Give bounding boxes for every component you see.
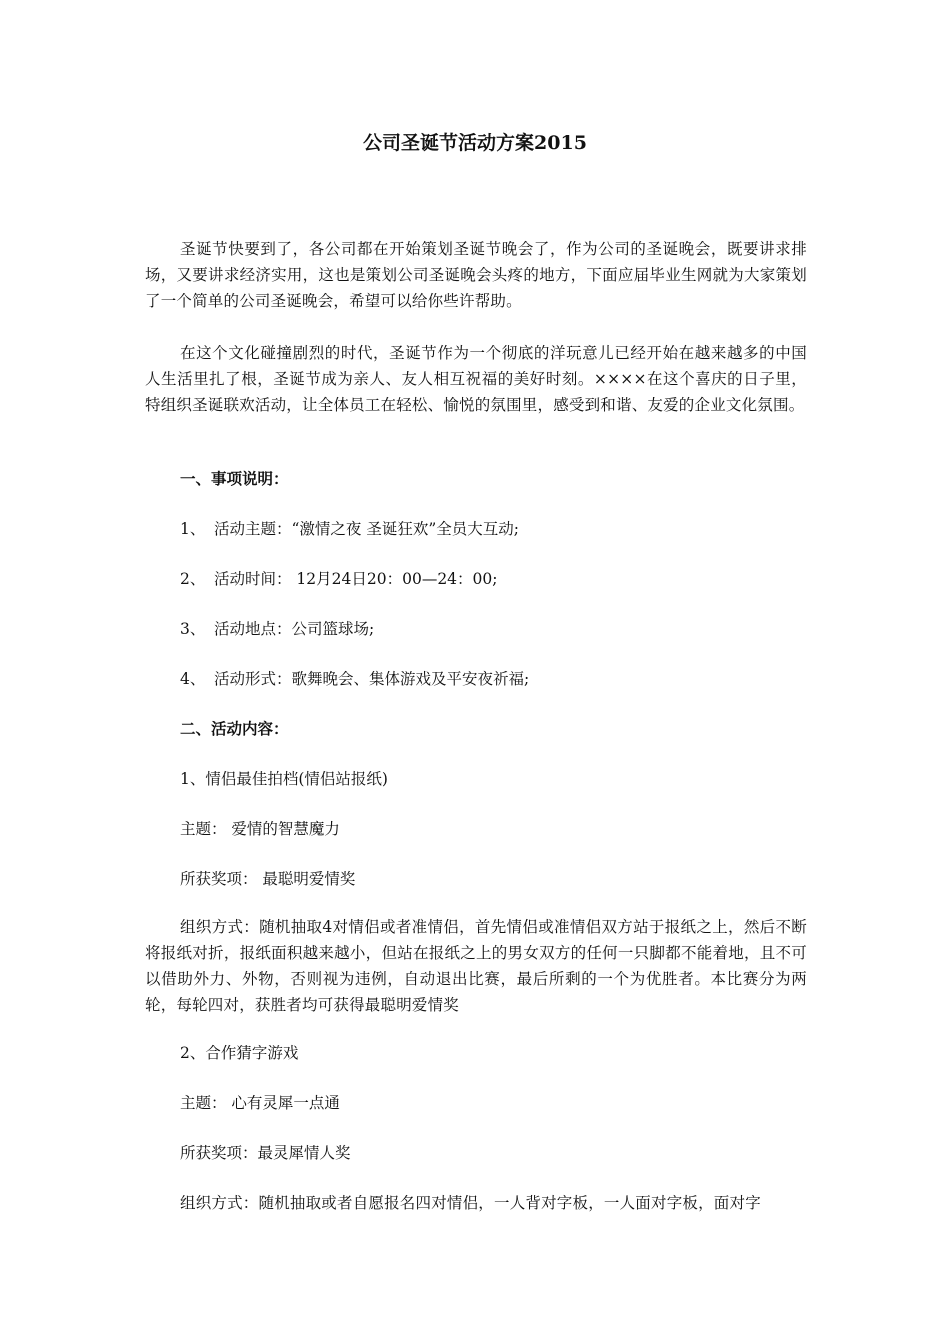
section1-heading: 一、事项说明： — [180, 469, 289, 488]
game2-award: 所获奖项：最灵犀情人奖 — [180, 1144, 351, 1162]
game1-method: 组织方式：随机抽取4对情侣或者准情侣，首先情侣或准情侣双方站于报纸之上，然后不断将报纸对折，报纸面积越来越小，但站在报纸之上的男女双方的任何一只脚都不能着地，且不可以借助外力、外物，否则视为违例，自动退出比赛，最后所剩的一个为优胜者。本比赛分为两轮，每轮四对，获胜者均可获得最聪明爱情奖 — [145, 918, 807, 1014]
item-number: 1、 — [180, 520, 206, 538]
section1-item-1 — [180, 516, 807, 542]
item-text: 活动形式：歌舞晚会、集体游戏及平安夜祈福; — [214, 670, 530, 688]
game2-title: 2、合作猜字游戏 — [180, 1044, 299, 1062]
intro-paragraph-2: 在这个文化碰撞剧烈的时代，圣诞节作为一个彻底的洋玩意儿已经开始在越来越多的中国人生活里扎了根，圣诞节成为亲人、友人相互祝福的美好时刻。××××在这个喜庆的日子里，特组织圣诞联欢活动，让全体员工在轻松、愉悦的氛围里，感受到和谐、友爱的企业文化氛围。 — [145, 344, 807, 414]
section2-heading: 二、活动内容： — [180, 719, 289, 738]
section1-item-2 — [180, 566, 807, 592]
item-text: 活动主题：“激情之夜 圣诞狂欢”全员大互动; — [214, 520, 519, 538]
game1-title: 1、情侣最佳拍档(情侣站报纸) — [180, 770, 388, 788]
item-number: 4、 — [180, 670, 206, 688]
section1-item-4 — [180, 666, 807, 692]
item-number: 2、 — [180, 570, 206, 588]
item-text: 活动地点：公司篮球场; — [214, 620, 375, 638]
document-title: 公司圣诞节活动方案2015 — [363, 132, 587, 154]
game2-method: 组织方式：随机抽取或者自愿报名四对情侣，一人背对字板，一人面对字板，面对字 — [180, 1194, 761, 1212]
game1-award: 所获奖项： 最聪明爱情奖 — [180, 870, 356, 888]
game2-theme: 主题： 心有灵犀一点通 — [180, 1094, 340, 1112]
intro-paragraph-1: 圣诞节快要到了，各公司都在开始策划圣诞节晚会了，作为公司的圣诞晚会，既要讲求排场，又要讲求经济实用，这也是策划公司圣诞晚会头疼的地方，下面应届毕业生网就为大家策划了一个简单的公司圣诞晚会，希望可以给你些许帮助。 — [145, 240, 807, 310]
game1-theme: 主题： 爱情的智慧魔力 — [180, 820, 340, 838]
item-number: 3、 — [180, 620, 206, 638]
item-text: 活动时间： 12月24日20：00—24：00; — [214, 570, 498, 588]
section1-item-3 — [180, 616, 807, 642]
